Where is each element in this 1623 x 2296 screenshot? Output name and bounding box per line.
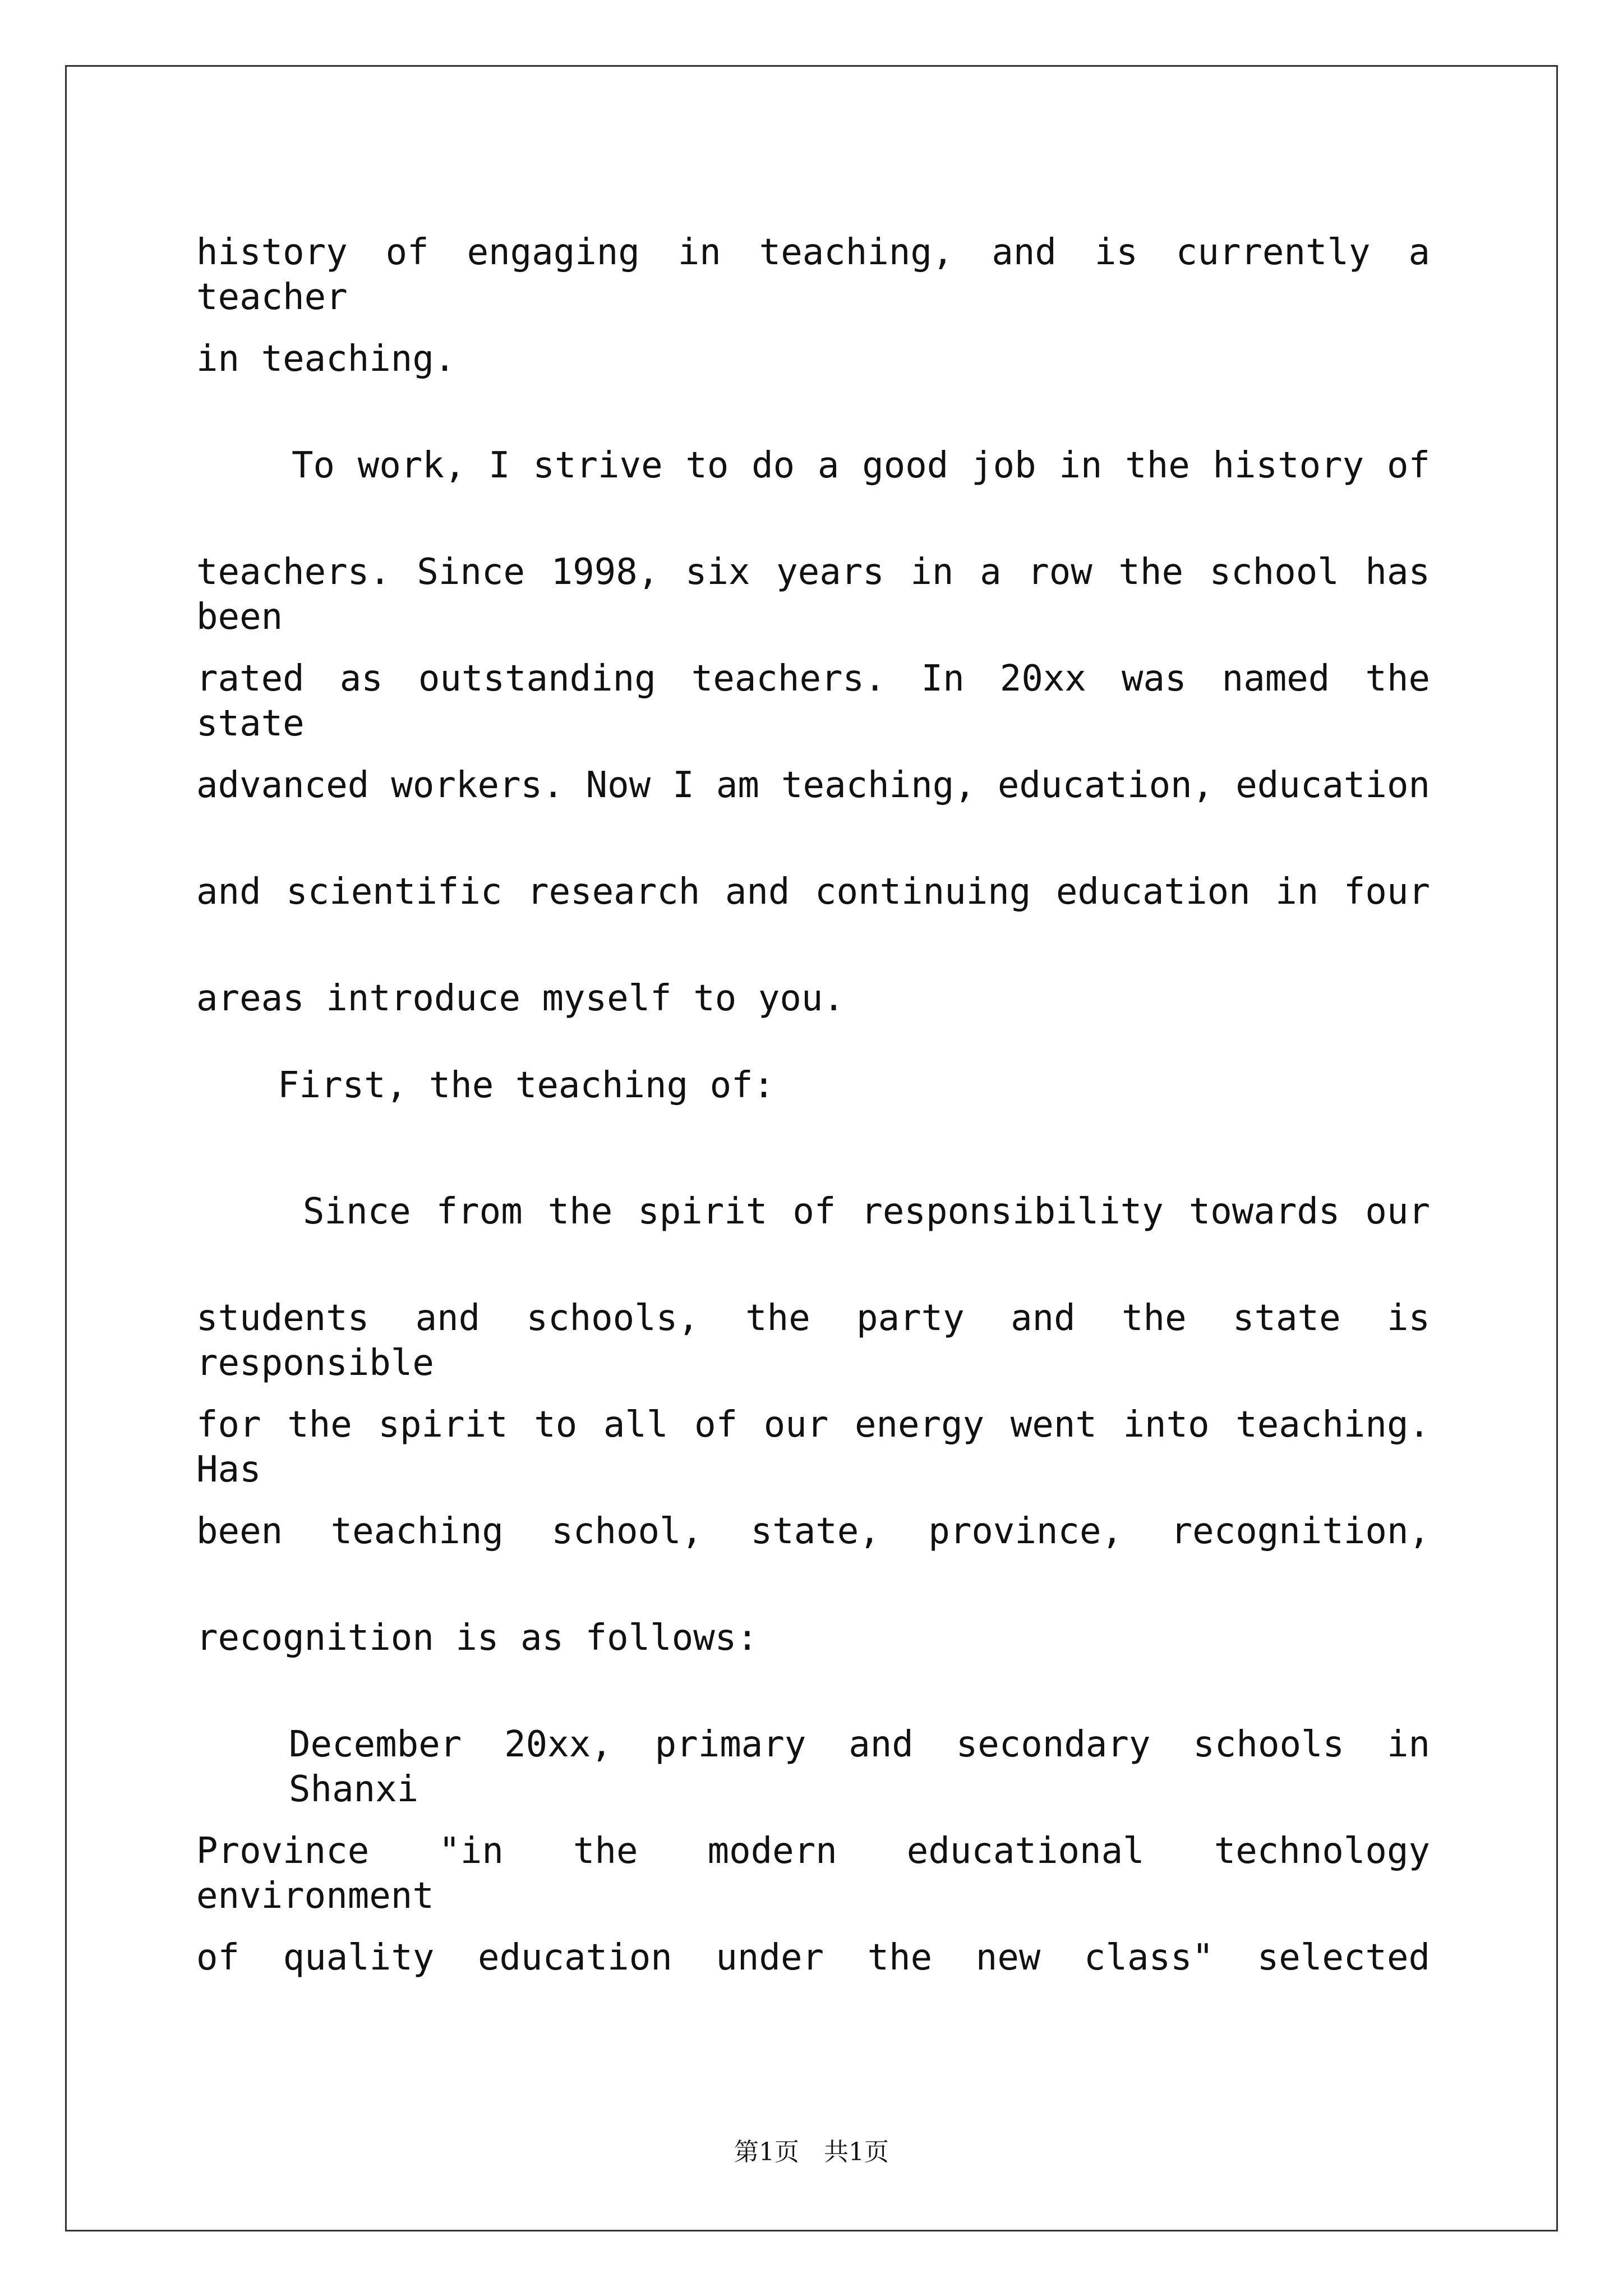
text-line: recognition is as follows:	[196, 1617, 758, 1659]
text-line: students and schools, the party and the state is responsible	[196, 1297, 1430, 1384]
text-line: and scientific research and continuing education in four	[196, 871, 1430, 913]
text-line: rated as outstanding teachers. In 20xx was named the state	[196, 658, 1430, 744]
text-line: December 20xx, primary and secondary schools in Shanxi	[289, 1724, 1430, 1810]
section-heading: First, the teaching of:	[278, 1065, 775, 1106]
text-line: been teaching school, state, province, recognition,	[196, 1511, 1430, 1552]
text-line: for the spirit to all of our energy went into teaching. Has	[196, 1404, 1430, 1490]
text-line: history of engaging in teaching, and is currently a teacher	[196, 232, 1430, 318]
text-line: Province "in the modern educational technology environment	[196, 1830, 1430, 1917]
text-line: advanced workers. Now I am teaching, education, education	[196, 765, 1430, 806]
text-line: To work, I strive to do a good job in the history of	[292, 445, 1430, 486]
text-line: in teaching.	[196, 338, 456, 380]
text-line: of quality education under the new class" selected	[196, 1937, 1430, 1978]
text-line: areas introduce myself to you.	[196, 978, 845, 1019]
text-line: teachers. Since 1998, six years in a row the school has been	[196, 551, 1430, 638]
page-footer: 第1页 共1页	[734, 2138, 889, 2166]
text-line: Since from the spirit of responsibility towards our	[303, 1191, 1430, 1232]
